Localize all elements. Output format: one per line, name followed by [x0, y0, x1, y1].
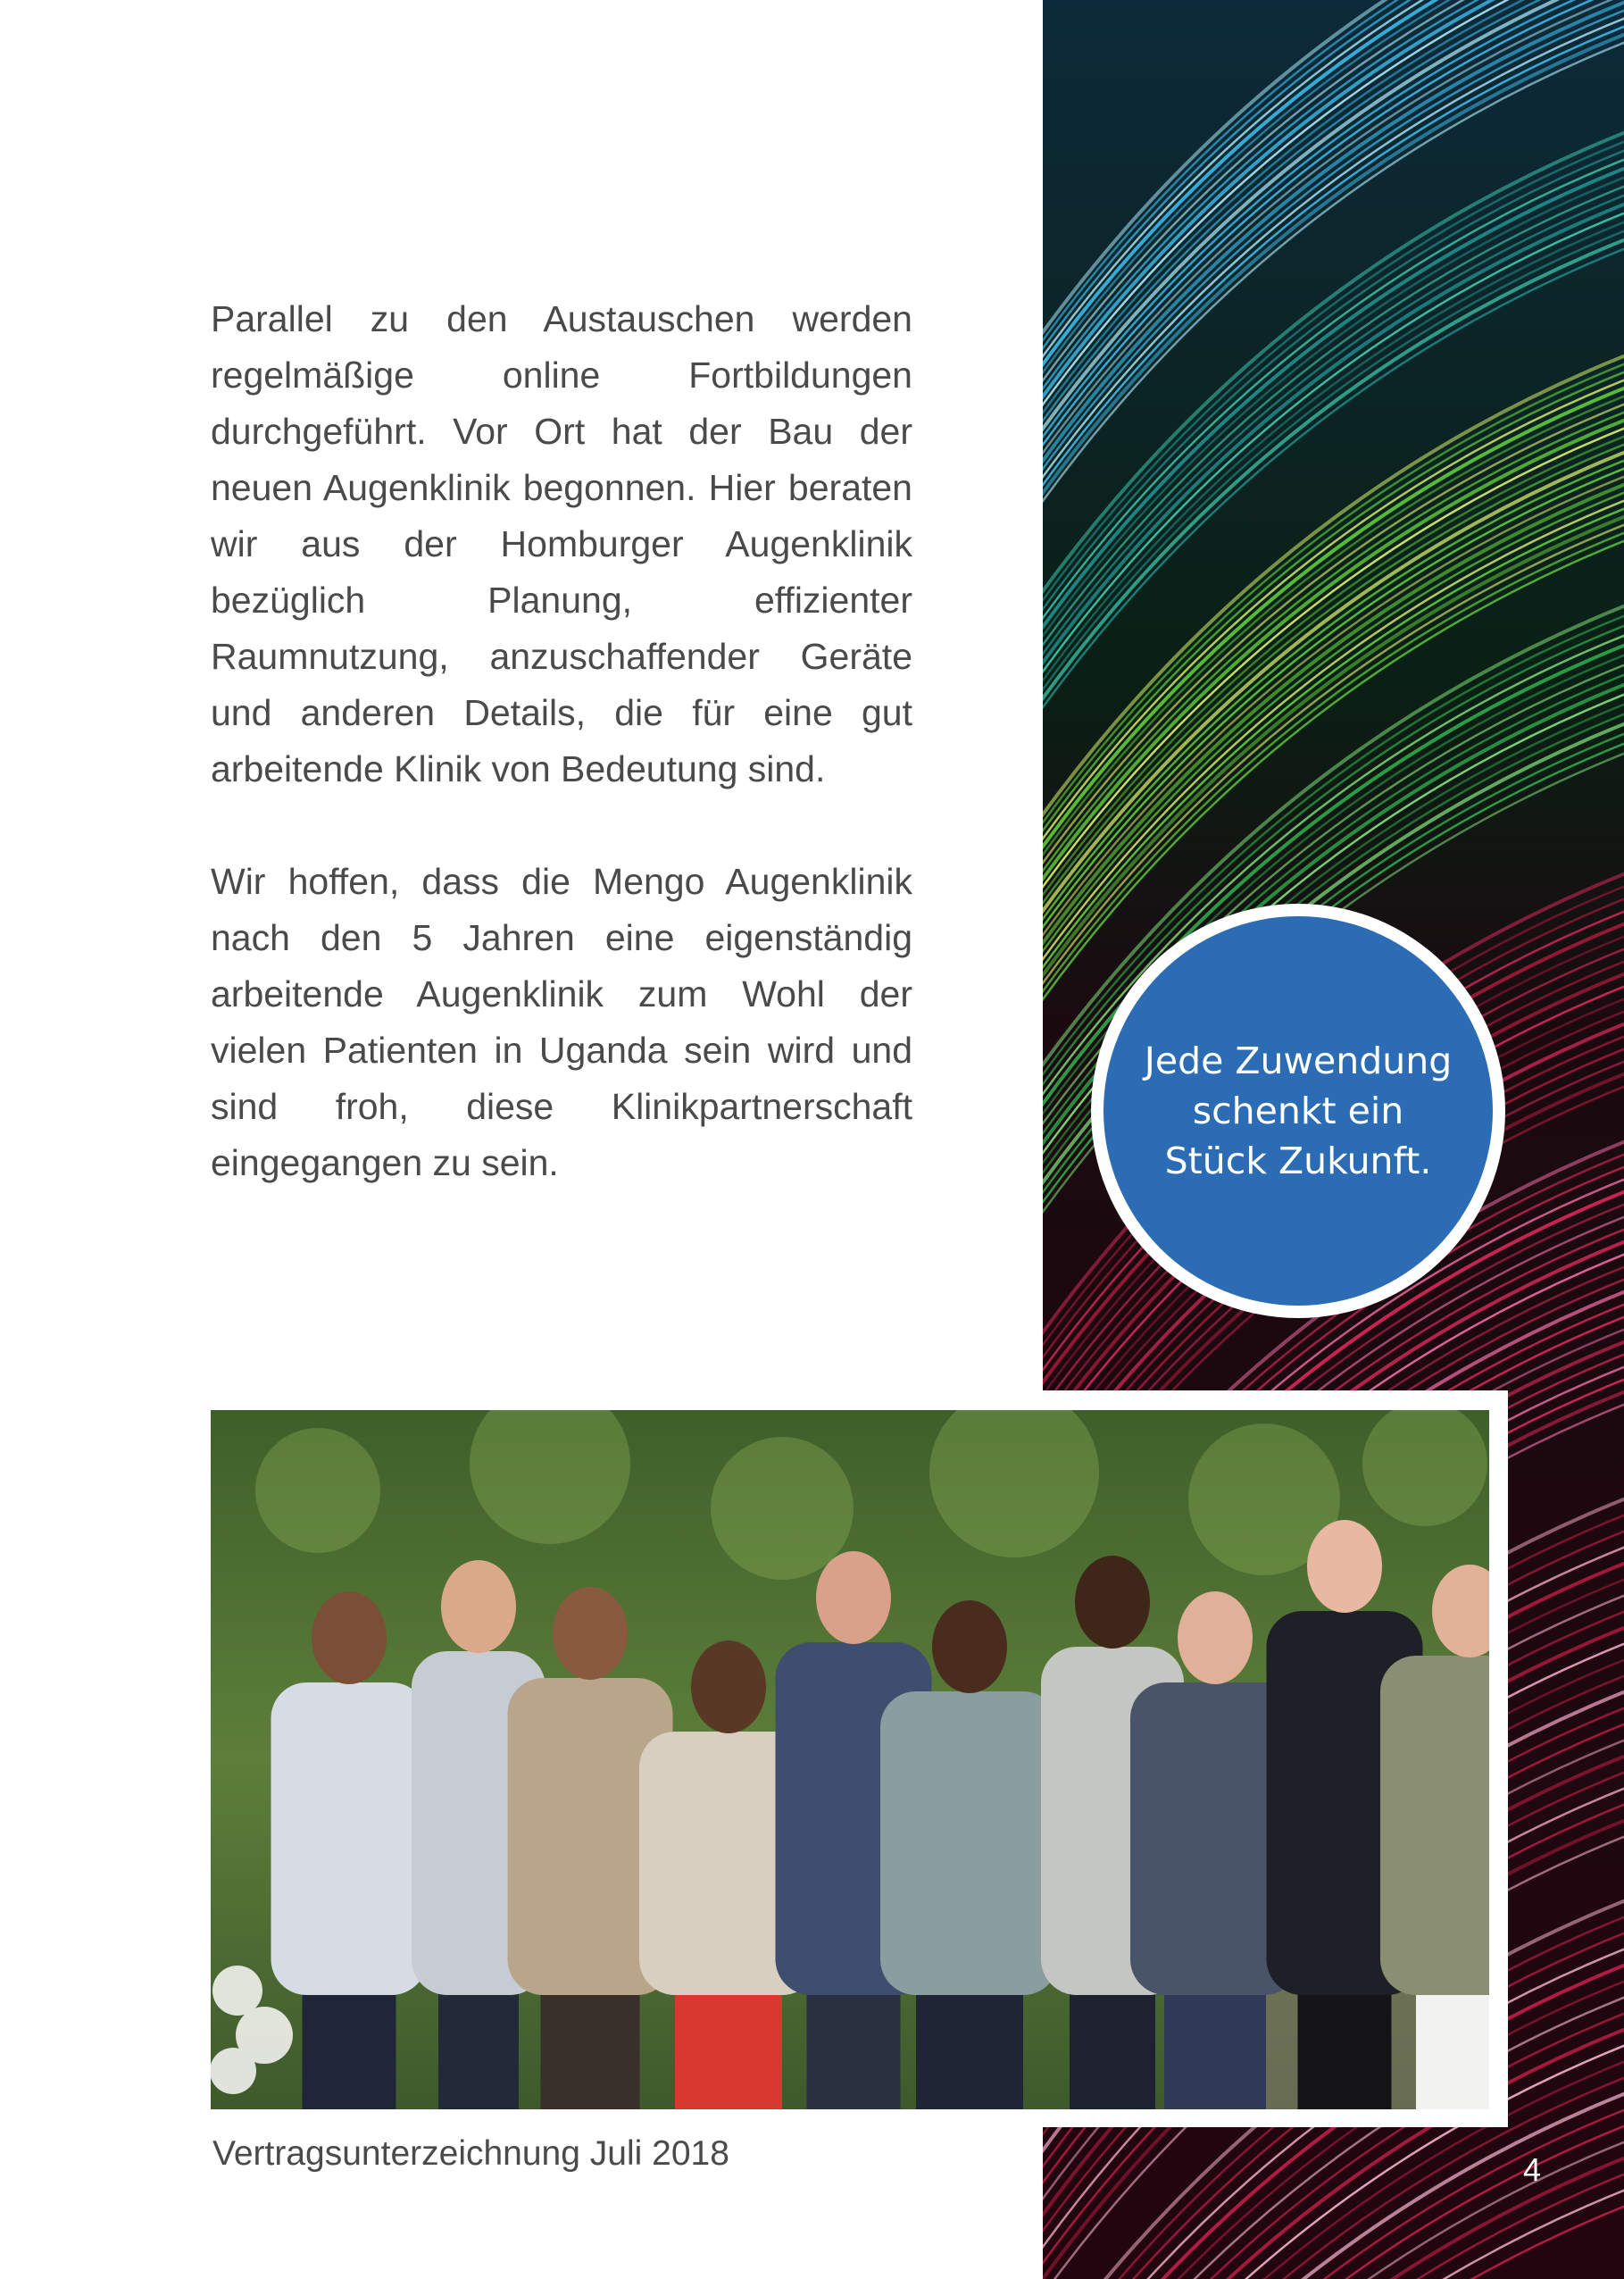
person-body [1380, 1656, 1489, 1995]
group-photo [211, 1410, 1489, 2109]
person-head [1075, 1556, 1150, 1649]
photo-frame [211, 1390, 1508, 2127]
group-photo-graphic [211, 1410, 1489, 2109]
paragraph-2: Wir hoffen, dass die Mengo Augenklinik nach den 5 Jahren eine eigenständig arbeitende Augenklinik zum Wohl der vielen Patienten in Uganda sein wird und sind froh, diese Klinikpartnerschaft eingegangen zu sein. [211, 861, 912, 1183]
body-text [211, 291, 912, 1191]
person-head [932, 1600, 1007, 1693]
person-head [816, 1551, 891, 1644]
person-head [312, 1591, 387, 1684]
photo-caption: Vertragsunterzeichnung Juli 2018 [212, 2134, 729, 2173]
person-body [271, 1682, 428, 1995]
person-body [880, 1691, 1059, 1995]
person-head [1307, 1520, 1382, 1613]
person-head [441, 1560, 516, 1653]
donation-badge [1091, 904, 1505, 1318]
person-head [553, 1587, 628, 1680]
badge-text: Jede Zuwendung schenkt ein Stück Zukunft. [1103, 916, 1493, 1306]
paragraph-1: Parallel zu den Austauschen werden regelmäßige online Fortbildungen durchgeführt. Vor Ort hat der Bau der neuen Augenklinik begonnen. Hier beraten wir aus der Homburger Augenklinik bezüglich Planung, effizienter Raumnutzung, anzuschaffender Geräte und anderen Details, die für eine gut arbeitende Klinik von Bedeutung sind. [211, 298, 912, 789]
person-head [691, 1640, 766, 1733]
page-number: 4 [1523, 2151, 1542, 2188]
person-head [1178, 1591, 1253, 1684]
